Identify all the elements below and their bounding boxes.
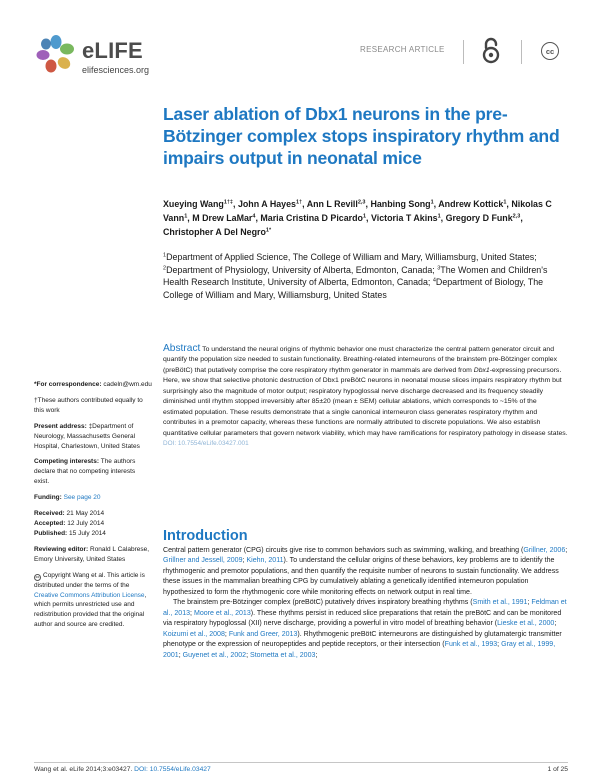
competing-interests-text: The authors declare that no competing interests exist. [34, 458, 136, 486]
affiliation-number: 1 [163, 252, 167, 259]
paragraph-text: ; [527, 599, 532, 607]
article-type-label: RESEARCH ARTICLE [360, 45, 445, 54]
affiliation-list [163, 251, 568, 302]
citation-link[interactable]: Stornetta et al., 2003 [250, 651, 316, 659]
affiliation-text: Department of Physiology, University of Alberta, Edmonton, Canada; [166, 264, 438, 275]
header-divider [521, 40, 522, 64]
received-label: Received: [34, 510, 65, 518]
copyright-text: , which permits unrestricted use and redistribution provided that the original author and source are credited. [34, 591, 147, 629]
paragraph-text: ). Rhythmogenic preBötC interneurons are distinguished by glutamatergic transmitter phenotype or the expression of neuropeptides and peptide receptors, or their intersection ( [163, 630, 562, 649]
citation-link[interactable]: Lieske et al., 2000 [497, 620, 555, 628]
affiliation-text: Department of Applied Science, The College of William and Mary, Williamsburg, United States; [166, 252, 537, 262]
author-affiliation-marker: 1†‡ [223, 199, 233, 206]
author-affiliation-marker: 2,3 [357, 199, 366, 206]
competing-interests-block [34, 457, 152, 487]
equal-contribution-note: †These authors contributed equally to this work [34, 396, 143, 414]
author-affiliation-marker: 1† [295, 199, 303, 206]
paragraph-text: ; [224, 630, 229, 638]
footer-doi-link[interactable]: DOI: 10.7554/eLife.03427 [134, 766, 211, 773]
author-affiliation-marker: 1* [265, 227, 272, 234]
page-number: 1 of 25 [547, 766, 568, 773]
author-affiliation-marker: 1 [362, 213, 367, 220]
introduction-paragraph [163, 546, 568, 598]
elife-logo-icon [34, 32, 78, 76]
article-info-sidebar [34, 380, 152, 636]
paragraph-text: ; [190, 609, 194, 617]
competing-interests-label: Competing interests: [34, 458, 100, 466]
citation-link[interactable]: Feldman et al., 2013 [163, 599, 567, 617]
citation-link[interactable]: Funk et al., 1993 [444, 641, 498, 649]
creative-commons-icon[interactable]: cc [541, 42, 559, 60]
published-date: 15 July 2014 [69, 529, 106, 537]
article-title: Laser ablation of Dbx1 neurons in the pre-Bötzinger complex stops inspiratory rhythm and impairs output in neonatal mice [163, 104, 560, 168]
citation-link[interactable]: Kiehn, 2011 [246, 557, 284, 565]
journal-name: eLIFE [82, 38, 143, 63]
open-access-icon[interactable] [480, 36, 502, 64]
citation-link[interactable]: Koizumi et al., 2008 [163, 630, 225, 638]
citation-link[interactable]: Grillner, 2006 [523, 547, 566, 554]
abstract-text: To understand the neural origins of rhythmic behavior one must characterize the central pattern generator circuit and quantify the population size needed to sustain functionality. Breathing-related interneurons of the brainstem pre-Bötzinger complex (preBötC) that putatively comprise the core respiratory rhythm generator in mammals are derived from [163, 346, 558, 374]
author-name: M Drew LaMar [192, 213, 253, 223]
paragraph-text: The brainstem pre-Bötzinger complex (preBötC) putatively drives inspiratory breathing rhythms ( [173, 599, 473, 607]
accepted-date: 12 July 2014 [67, 519, 105, 527]
author-name: Gregory D Funk [445, 213, 513, 223]
funding-block [34, 493, 152, 503]
affiliation-text: The Women and Children's Health Research Institute, University of Alberta, Edmonton, Canada; [163, 264, 548, 288]
author-name: John A Hayes [237, 199, 296, 209]
introduction-body [163, 546, 568, 661]
copyright-block [34, 571, 152, 631]
present-address-block [34, 422, 152, 452]
abstract [163, 344, 568, 450]
reviewing-editor-name: Ronald L Calabrese, Emory University, United States [34, 545, 150, 563]
citation-link[interactable]: Gray et al., 1999, 2001 [163, 641, 556, 659]
citation-link[interactable]: Guyenet et al., 2002 [182, 651, 247, 659]
author-name: Victoria T Akins [370, 213, 438, 223]
copyright-text: Copyright Wang et al. This article is distributed under the terms of the [34, 571, 145, 589]
affiliation-number: 2 [163, 265, 167, 272]
paragraph-text: ; [565, 547, 568, 554]
author-affiliation-marker: 1 [184, 213, 188, 220]
paragraph-text: Central pattern generator (CPG) circuits give rise to common behaviors such as swimming, walking, and breathing ( [163, 547, 524, 554]
citation-link[interactable]: Funk and Greer, 2013 [228, 630, 298, 638]
author-affiliation-marker: 1 [430, 199, 434, 206]
received-date: 21 May 2014 [66, 510, 105, 518]
footer-citation [34, 766, 211, 773]
accepted-label: Accepted: [34, 519, 66, 527]
elife-logo[interactable] [34, 32, 164, 80]
correspondence-email[interactable]: cadeln@wm.edu [103, 381, 152, 388]
reviewing-editor-block [34, 545, 152, 565]
author-affiliation-marker: 4 [252, 213, 256, 220]
author-name: Maria Cristina D Picardo [260, 213, 363, 223]
author-list: Xueying Wang$^{1\dagger\ddagger}$, John A Hayes$^{1\dagger}$, Ann L Revill$^{2,3}$, Hanbing Song$^1$, Andrew Kottick$^1$, Nikolas C Vann$^1$, M Drew LaMar$^4$, Maria Cristina D Picardo$^1$, Victoria T Akins$^1$, Gregory D Funk$^{2,3}$, Christopher A Del Negro$^{1*}$ [163, 199, 552, 237]
journal-url[interactable]: elifesciences.org [82, 65, 150, 75]
author-name: Nikolas C Vann [163, 199, 552, 223]
reviewing-editor-label: Reviewing editor: [34, 545, 89, 553]
correspondence-block [34, 380, 152, 390]
citation-link[interactable]: Moore et al., 2013 [193, 609, 251, 617]
paragraph-text: ; [246, 651, 250, 659]
introduction-heading: Introduction [163, 528, 248, 544]
paragraph-text: ; [242, 557, 247, 565]
footer-citation-text: Wang et al. eLife 2014;3:e03427. [34, 766, 135, 773]
author-name: Christopher A Del Negro [163, 227, 266, 237]
affiliation-number: 3 [437, 265, 441, 272]
footer-divider [34, 762, 568, 763]
license-link[interactable]: Creative Commons Attribution License [34, 591, 145, 599]
copyright-cc-icon: cc [35, 574, 40, 579]
funding-label: Funding: [34, 494, 62, 502]
author-name: Hanbing Song [370, 199, 431, 209]
funding-link[interactable]: See page 20 [63, 494, 101, 502]
dates-block [34, 509, 152, 539]
author-name: Ann L Revill [306, 199, 358, 209]
present-address-text: ‡Department of Neurology, Massachusetts General Hospital, Charlestown, United States [34, 422, 140, 450]
author-name: Xueying Wang [163, 199, 224, 209]
paragraph-text: ; [315, 651, 318, 659]
abstract-text: -expressing precursors. Here, we show that selective photonic destruction of Dbx1 preBötC neurons in neonatal mouse slices impairs respiratory rhythm but surprisingly also the magnitude of motor output; respiratory hypoglossal nerve discharge decreased and its frequency steadily diminished until rhythm stopped irreversibly after 85±20 (mean ± SEM) cellular ablations, which corresponds to ~15% of the estimated population. These results demonstrate that a single canonical interneuron class generates respiratory rhythm and contributes in a premotor capacity, whereas these functions are normally attributed to discrete populations. We also establish quantitative cellular parameters that govern network viability, which may have ramifications for respiratory pathology in disease states. [163, 366, 568, 437]
present-address-label: Present address: [34, 422, 87, 430]
paragraph-text: ; [497, 641, 502, 649]
paragraph-text: ; [554, 620, 557, 628]
abstract-doi-link[interactable]: DOI: 10.7554/eLife.03427.001 [163, 440, 249, 448]
author-affiliation-marker: 1 [437, 213, 441, 220]
correspondence-label: *For correspondence: [34, 381, 102, 388]
affiliation-number: 4 [432, 277, 436, 284]
affiliation-text: Department of Biology, The College of William and Mary, Williamsburg, United States [163, 277, 544, 301]
introduction-paragraph [163, 598, 568, 661]
published-label: Published: [34, 529, 68, 537]
author-name: Andrew Kottick [438, 199, 504, 209]
header-divider [463, 40, 464, 64]
author-affiliation-marker: 2,3 [512, 213, 521, 220]
paragraph-text: ). To understand the cellular origins of these behaviors, key problems are to identify the rhythmogenic and premotor populations, and then quantify the requisite number of neurons to sustain functionality. We address these issues in the mammalian breathing CPG by cumulatively ablating a genetically identified interneuron population hypothesized to form the rhythmogenic core while monitoring effects on network output in real time. [163, 557, 559, 596]
citation-link[interactable]: Smith et al., 1991 [472, 599, 528, 607]
paragraph-text: ). These rhythms persist in reduced slice preparations that retain the preBötC and can be monitored via respiratory hypoglossal (XII) nerve discharge, providing a powerful in vitro model of breathing behavior ( [163, 609, 562, 628]
paragraph-text: ; [178, 651, 183, 659]
citation-link[interactable]: Grillner and Jessell, 2009 [163, 557, 243, 565]
author-affiliation-marker: 1 [503, 199, 507, 206]
abstract-gene-name: Dbx1 [473, 366, 490, 374]
abstract-heading: Abstract [163, 343, 201, 354]
